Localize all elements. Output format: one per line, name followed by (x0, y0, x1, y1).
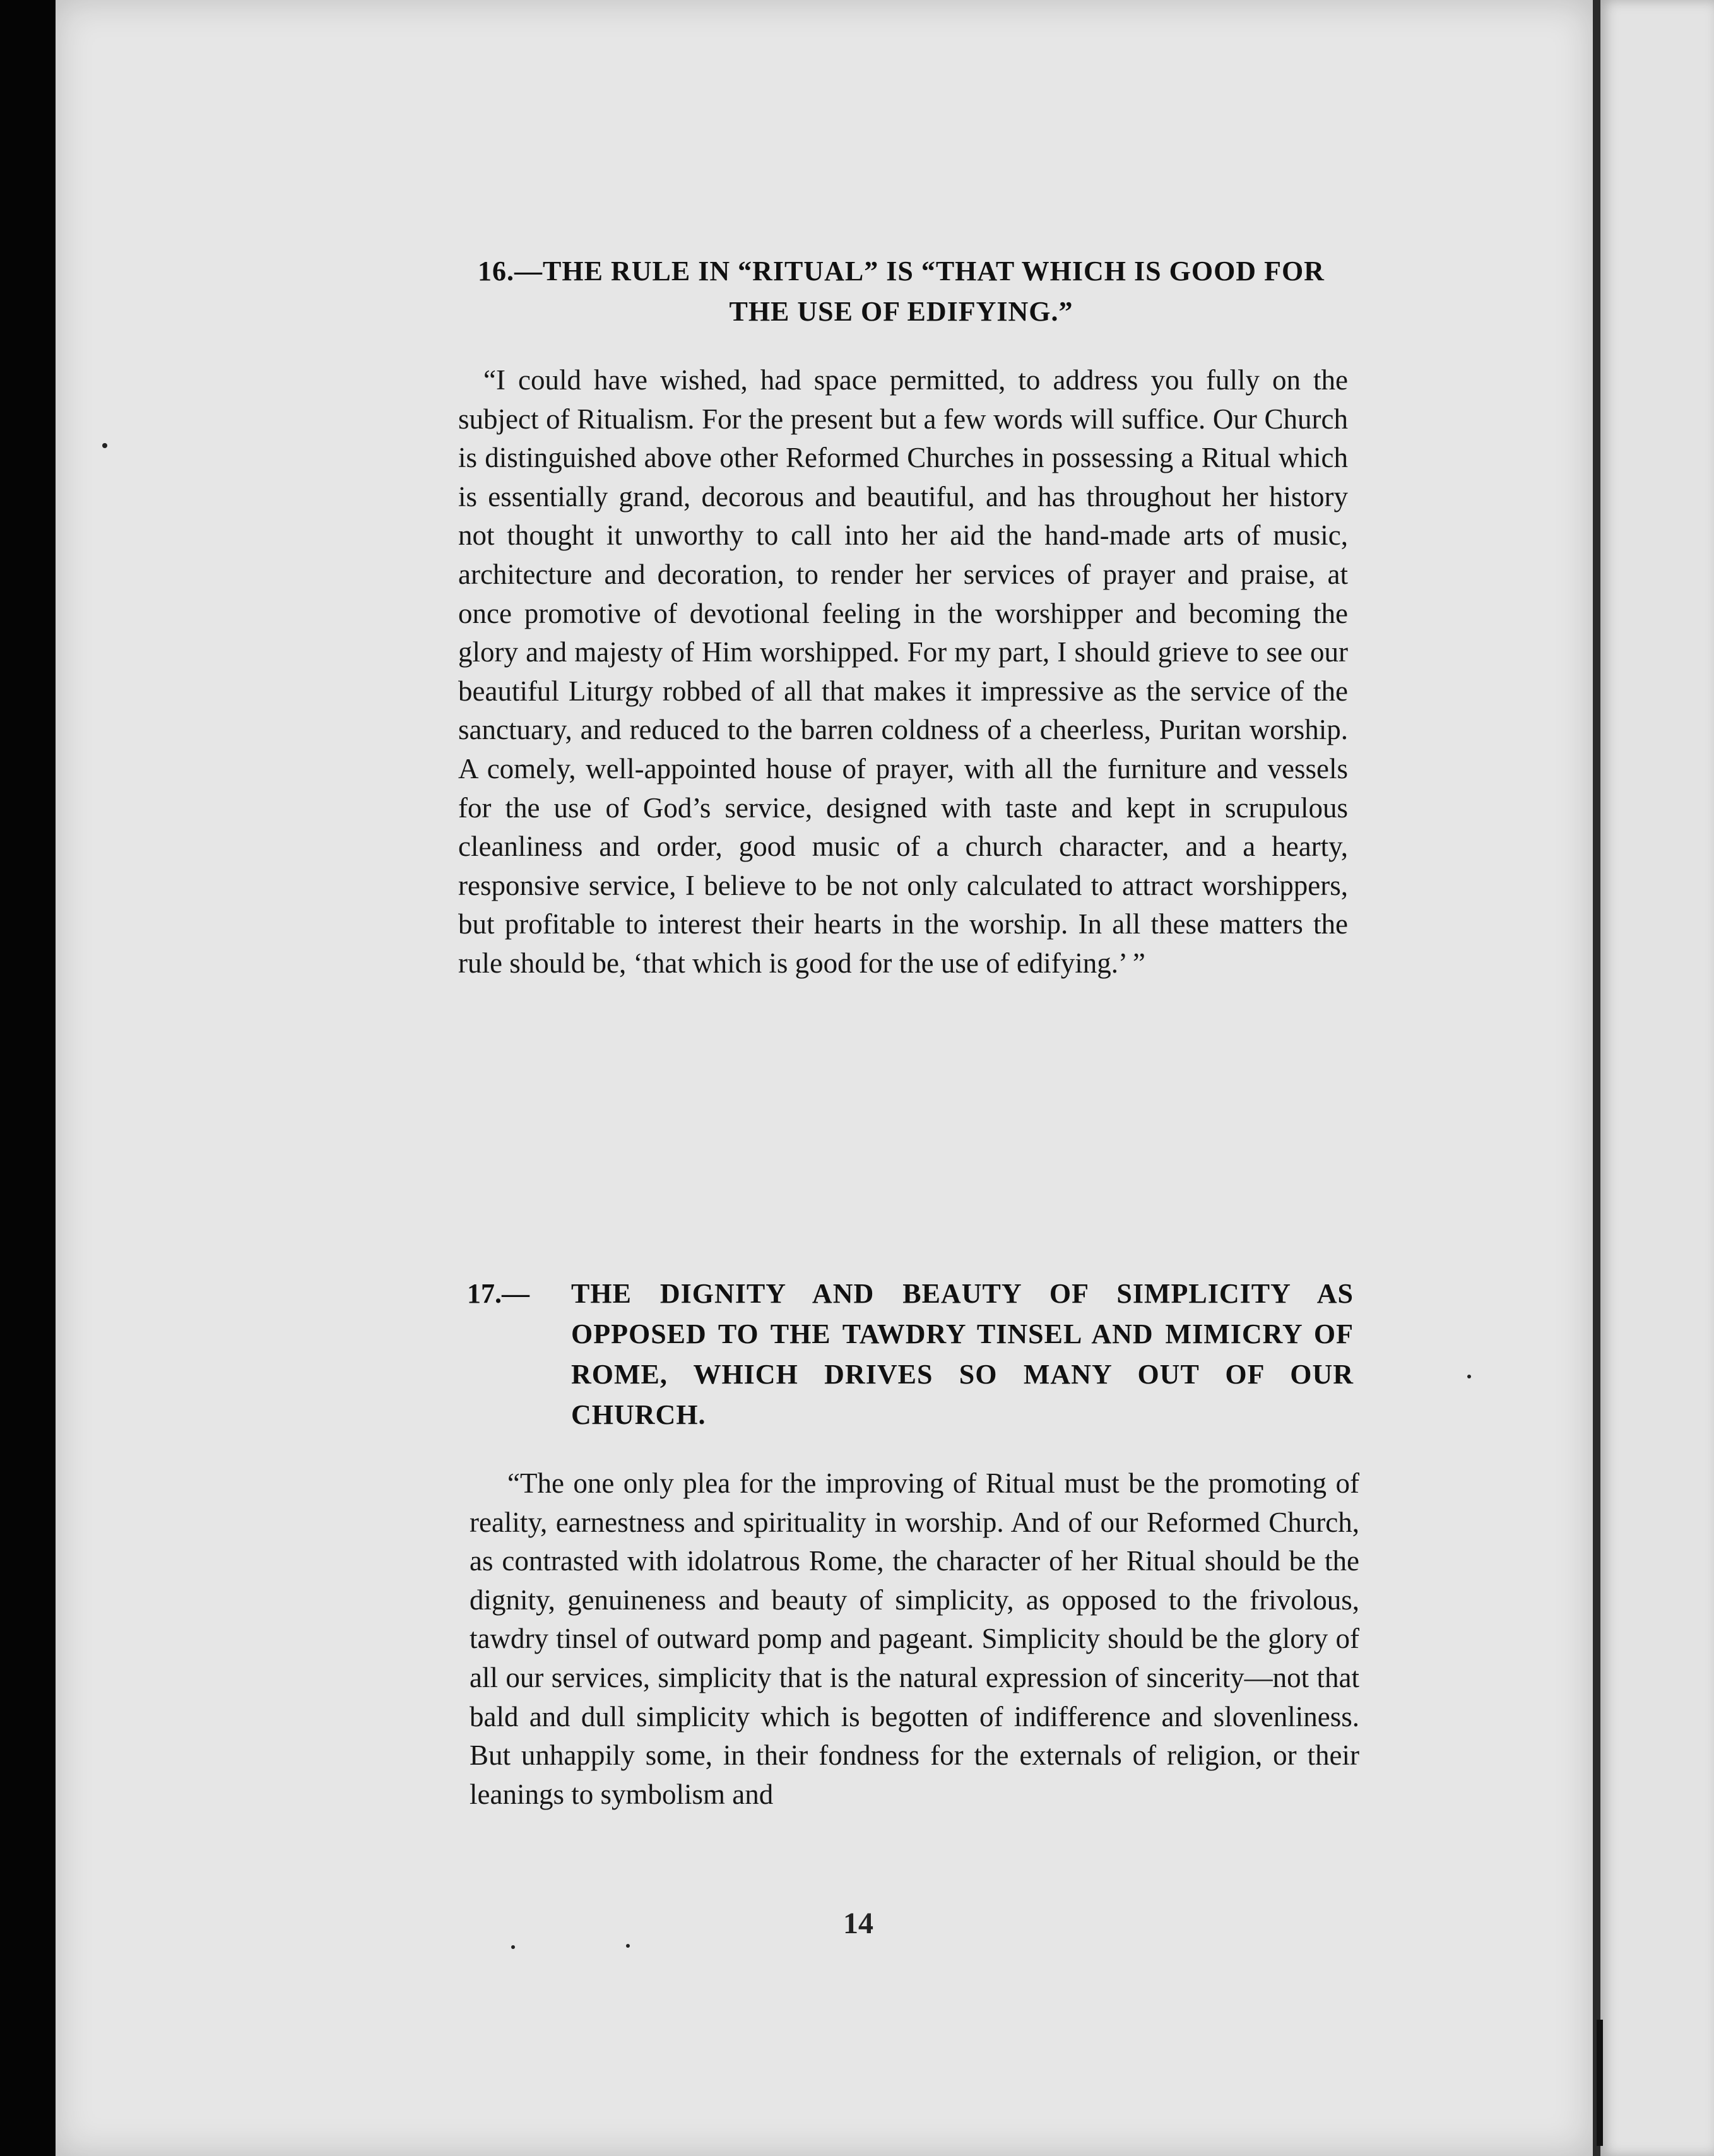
section-17-heading: THE DIGNITY AND BEAUTY OF SIMPLICITY AS OPPOSED TO THE TAWDRY TINSEL AND MIMICRY OF ROME, WHICH DRIVES SO MANY OUT OF OUR CHURCH. (571, 1278, 1354, 1430)
scan-speck (1467, 1375, 1471, 1378)
section-17-number: 17.— (467, 1278, 529, 1309)
section-16-heading: 16.—THE RULE IN “RITUAL” IS “THAT WHICH IS GOOD FOR THE USE OF EDIFYING.” (478, 256, 1325, 327)
scan-speck (626, 1944, 630, 1948)
page-number: 14 (843, 1907, 873, 1940)
adjacent-page-edge (1600, 0, 1714, 2156)
scan-speck (511, 1945, 515, 1949)
section-17-body: “The one only plea for the improving of Ritual must be the promoting of reality, earnestness and spirituality in worship. And of our Reformed Church, as contrasted with idolatrous Rome, the character of her Ritual should be the dignity, genuineness and beauty of simplicity, as opposed to the frivolous, tawdry tinsel of outward pomp and pageant. Simplicity should be the glory of all our services, simplicity that is the natural expression of sincerity—not that bald and dull simplicity which is begotten of indifference and slovenliness. But unhappily some, in their fondness for the externals of religion, or their leanings to symbolism and (470, 1467, 1359, 1810)
adjacent-page-mark (1597, 2020, 1603, 2146)
section-16-body: “I could have wished, had space permitted, to address you fully on the subject of Ritualism. For the present but a few words will suffice. Our Church is distinguished above other Reformed Churches in possessing a Ritual which is essentially grand, decorous and beautiful, and has throughout her history not thought it unworthy to call into her aid the hand-made arts of music, architecture and decoration, to render her services of prayer and praise, at once promotive of devotional feeling in the worshipper and becoming the glory and majesty of Him worshipped. For my part, I should grieve to see our beautiful Liturgy robbed of all that makes it impressive as the service of the sanctuary, and reduced to the barren coldness of a cheerless, Puritan worship. A comely, well-appointed house of prayer, with all the furniture and vessels for the use of God’s service, designed with taste and kept in scrupulous cleanliness and order, good music of a church character, and a hearty, responsive service, I believe to be not only calculated to attract worshippers, but profitable to interest their hearts in the worship. In all these matters the rule should be, ‘that which is good for the use of edifying.’ ” (458, 364, 1348, 979)
page-gutter (1593, 0, 1600, 2156)
scan-speck (102, 443, 107, 448)
